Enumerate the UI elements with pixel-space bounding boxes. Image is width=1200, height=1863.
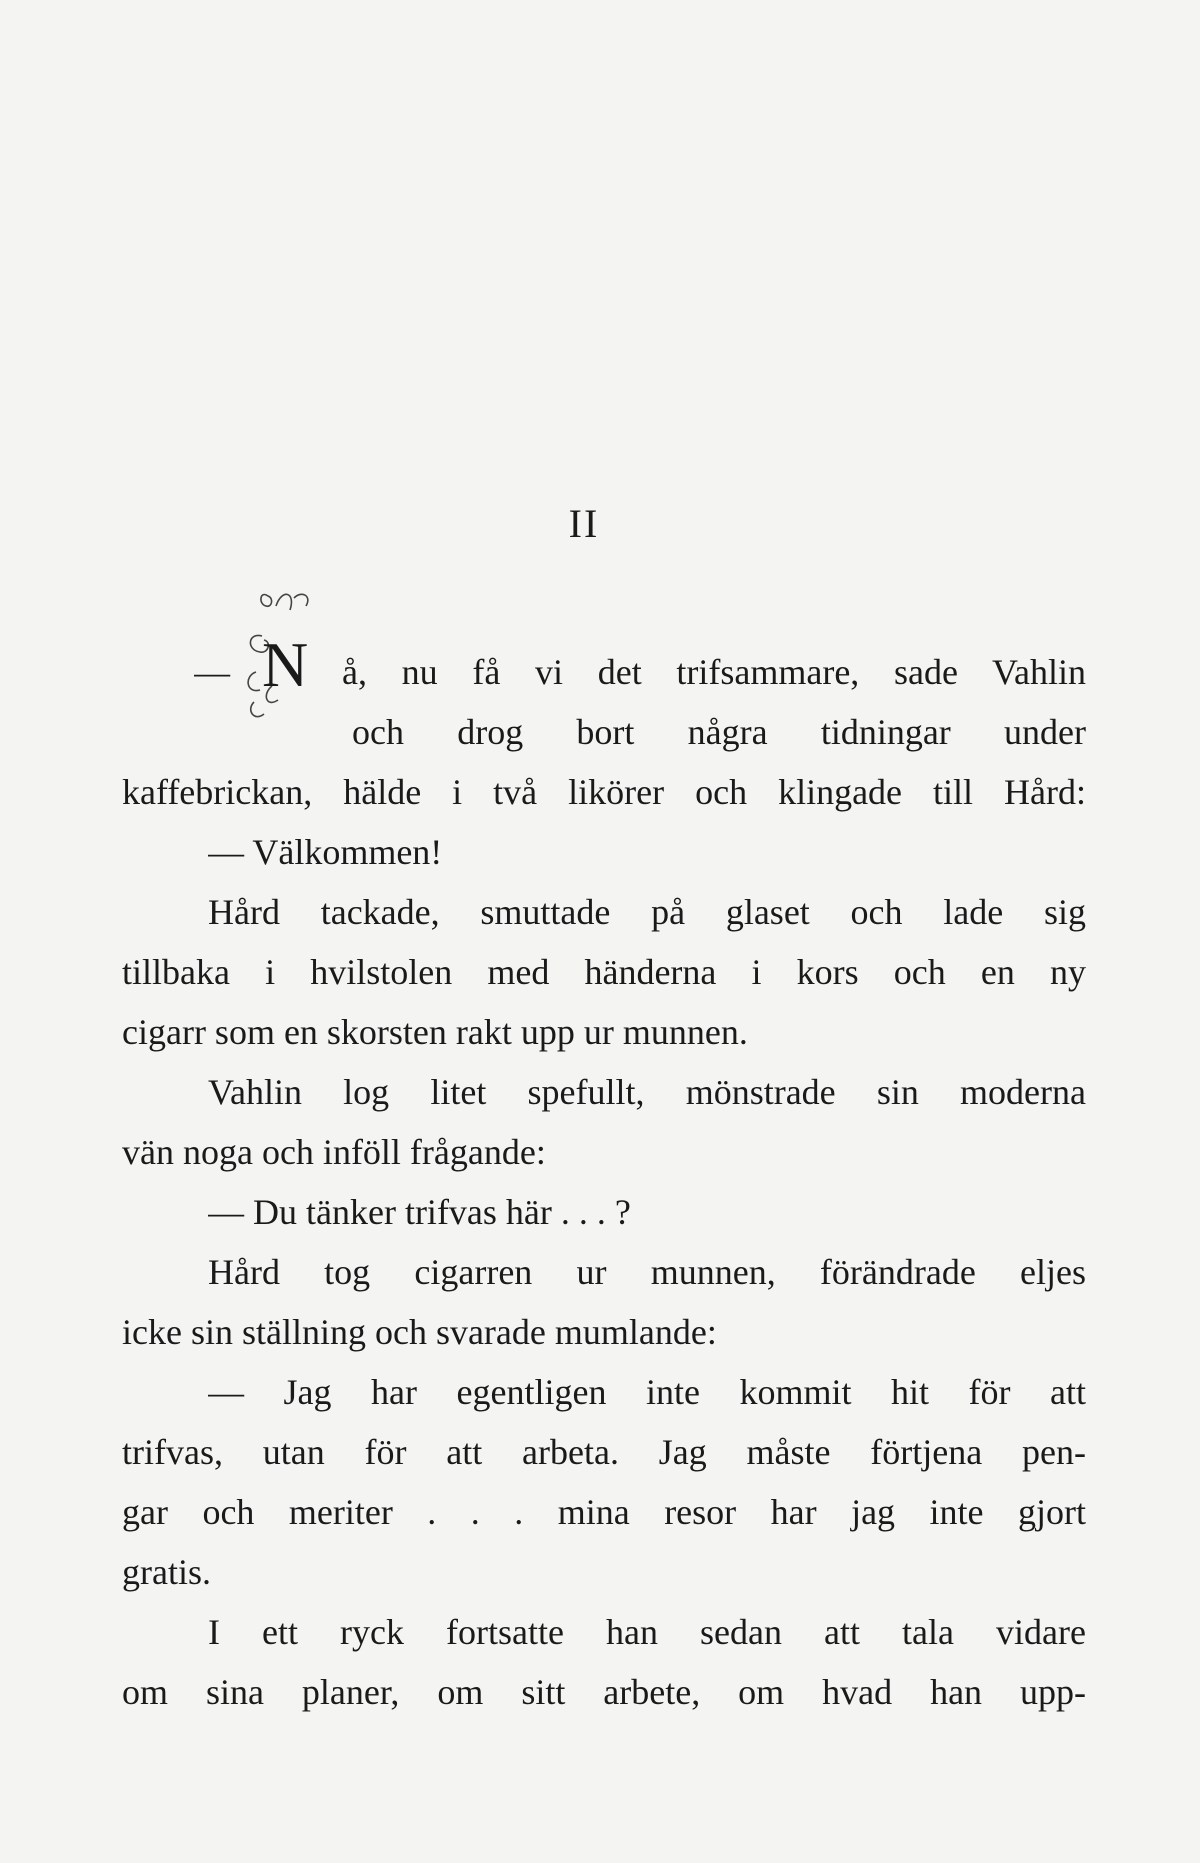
text-line-7: cigarr som en skorsten rakt upp ur munnen.	[122, 1012, 748, 1052]
text-line-14: trifvas, utan för att arbeta. Jag måste förtjena pen-	[122, 1432, 1086, 1472]
text-line-1: å, nu få vi det trifsammare, sade Vahlin	[342, 652, 1086, 692]
text-line-2: och drog bort några tidningar under	[352, 712, 1086, 752]
text-line-12: icke sin ställning och svarade mumlande:	[122, 1312, 717, 1352]
text-line-4: — Välkommen!	[208, 832, 443, 872]
text-line-15: gar och meriter . . . mina resor har jag inte gjort	[122, 1492, 1086, 1532]
text-line-5: Hård tackade, smuttade på glaset och lade sig	[208, 892, 1086, 932]
text-line-17: I ett ryck fortsatte han sedan att tala vidare	[208, 1612, 1086, 1652]
text-line-6: tillbaka i hvilstolen med händerna i kors och en ny	[122, 952, 1086, 992]
text-line-16: gratis.	[122, 1552, 211, 1592]
ornate-n-icon	[232, 576, 344, 736]
text-line-18: om sina planer, om sitt arbete, om hvad han upp-	[122, 1672, 1086, 1712]
text-line-9: vän noga och inföll frågande:	[122, 1132, 546, 1172]
text-line-10: — Du tänker trifvas här . . . ?	[208, 1192, 631, 1232]
text-line-13: — Jag har egentligen inte kommit hit för att	[208, 1372, 1086, 1412]
decorative-initial	[232, 576, 344, 736]
opening-dash: —	[194, 652, 230, 692]
text-line-11: Hård tog cigarren ur munnen, förändrade eljes	[208, 1252, 1086, 1292]
chapter-number: II	[568, 501, 600, 546]
svg-text:N: N	[262, 629, 309, 700]
text-line-3: kaffebrickan, hälde i två likörer och klingade till Hård:	[122, 772, 1086, 812]
text-line-8: Vahlin log litet spefullt, mönstrade sin moderna	[208, 1072, 1086, 1112]
